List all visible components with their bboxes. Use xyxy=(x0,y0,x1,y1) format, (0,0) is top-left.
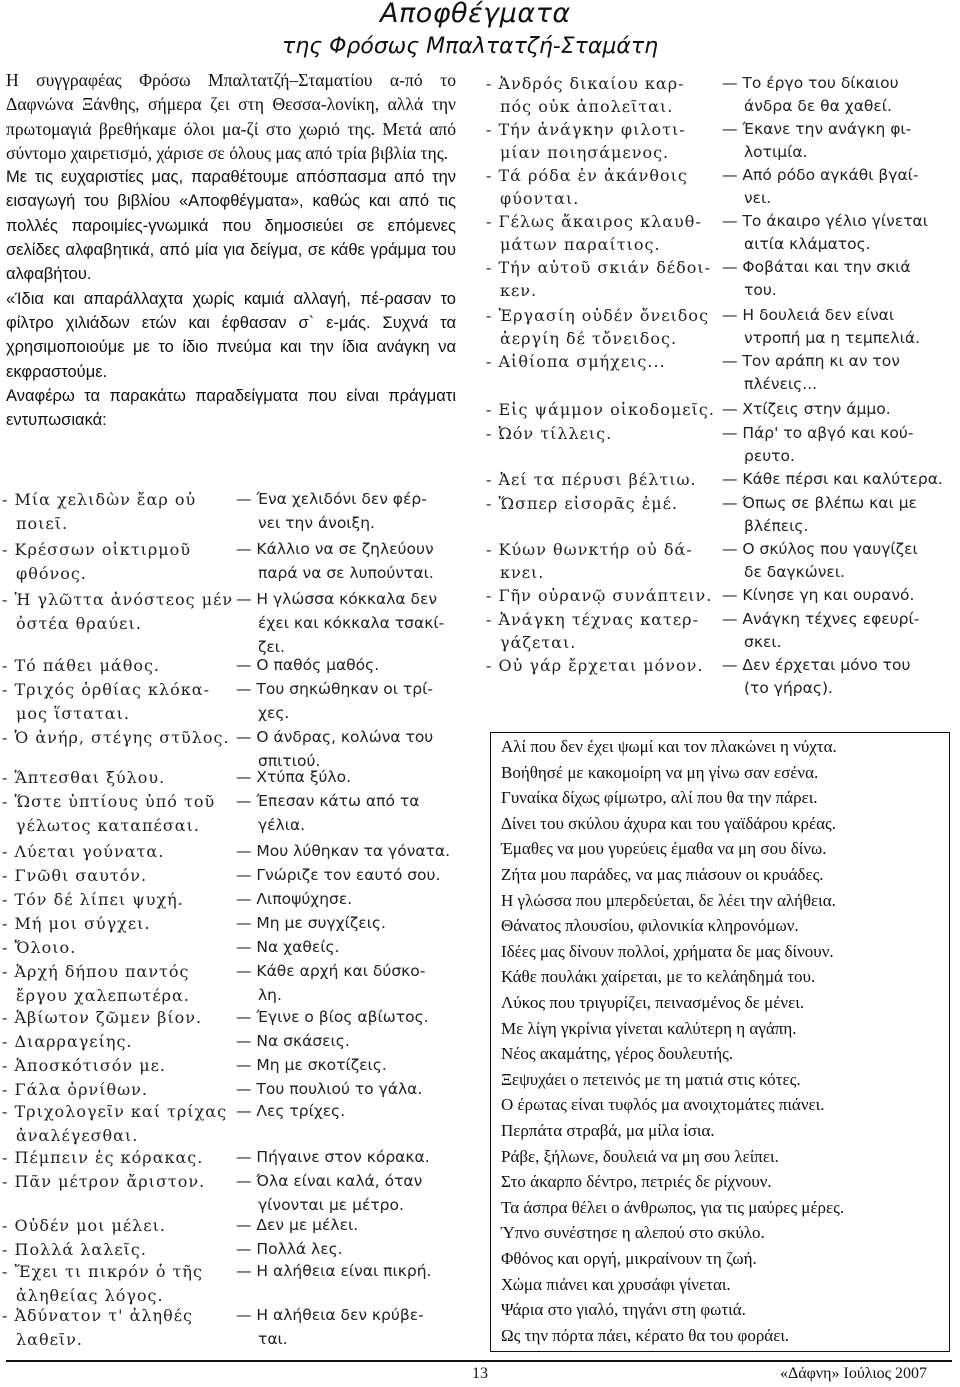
intro-paragraph: «Ίδια και απαράλλαχτα χωρίς καμιά αλλαγή, πέ-ρασαν το φίλτρο χιλιάδων ετών και έφθασαν σ` ε-μάς. Συχνά τα χρησιμοποιούμε με το ίδιο πνεύμα και την ίδια ανάγκη να εκφραστούμε. xyxy=(6,289,456,381)
box-proverb-line: Αλί που δεν έχει ψωμί και τον πλακώνει η νύχτα. xyxy=(501,737,837,756)
box-proverb-line: Ως την πόρτα πάει, κέρατο θα του φοράει. xyxy=(501,1325,790,1345)
left-ancient-line: - Ἅπτεσθαι ξύλου. xyxy=(2,768,166,787)
left-ancient-line: - Τόν δέ λίπει ψυχή. xyxy=(2,890,184,909)
right-modern-line: νει. xyxy=(744,189,772,207)
right-ancient-line: - Κύων θωνκτήρ οὐ δά- xyxy=(486,540,693,559)
left-modern-line: ται. xyxy=(258,1330,288,1348)
left-modern-line: — Πήγαινε στον κόρακα. xyxy=(236,1148,430,1166)
left-ancient-line: μος ἵσταται. xyxy=(16,704,130,723)
right-modern-line: (το γήρας). xyxy=(744,679,833,697)
left-modern-line: — Μη με σκοτίζεις. xyxy=(236,1056,387,1074)
box-proverb-line: Κάθε πουλάκι χαίρεται, με το κελάηδημά του. xyxy=(501,967,816,987)
issue-label: «Δάφνη» Ιούλιος 2007 xyxy=(780,1365,927,1382)
right-modern-line: — Από ρόδο αγκάθι βγαί- xyxy=(722,166,919,184)
box-proverb-line: Βοήθησέ με κακομοίρη να μη γίνω σαν εσένα. xyxy=(501,762,819,782)
right-ancient-line: - Τήν αὐτοῦ σκιάν δέδοι- xyxy=(486,258,712,277)
left-modern-line: — Του σηκώθηκαν οι τρί- xyxy=(236,680,433,698)
right-ancient-line: - Αἰθίοπα σμήχεις... xyxy=(486,352,666,371)
right-modern-line: άνδρα δε θα χαθεί. xyxy=(744,97,892,115)
box-proverb-line: Λύκος που τριγυρίζει, πεινασμένος δε μένει. xyxy=(501,993,805,1012)
box-proverb-line: Ψάρια στο γιαλό, τηγάνι στη φωτιά. xyxy=(501,1300,746,1320)
left-ancient-line: - Κρέσσων οἰκτιρμοῦ xyxy=(2,540,192,559)
left-ancient-line: ἀναλέγεσθαι. xyxy=(16,1126,139,1145)
right-modern-line: — Το έργο του δίκαιου xyxy=(722,74,899,92)
left-modern-line: — Λες τρίχες. xyxy=(236,1102,346,1120)
left-ancient-line: - Ἀποσκότισόν με. xyxy=(2,1056,167,1075)
left-ancient-line: - Ἀβίωτον ζῶμεν βίον. xyxy=(2,1008,203,1027)
right-ancient-line: - Τά ρόδα ἐν ἀκάνθοις xyxy=(486,166,688,185)
left-ancient-line: - Μία χελιδὼν ἔαρ οὐ xyxy=(2,490,197,509)
right-modern-line: ρευτο. xyxy=(744,447,795,465)
left-modern-line: — Η γλώσσα κόκκαλα δεν xyxy=(236,590,438,608)
proverb-box xyxy=(490,732,950,1352)
right-ancient-line: - Τήν ἀνάγκην φιλοτι- xyxy=(486,120,686,139)
right-ancient-line: κεν. xyxy=(500,281,538,300)
right-ancient-line: - Γέλως ἄκαιρος κλαυθ- xyxy=(486,212,702,231)
left-ancient-line: - Διαρραγείης. xyxy=(2,1032,133,1051)
left-modern-line: — Έπεσαν κάτω από τα xyxy=(236,792,420,810)
left-modern-line: χες. xyxy=(258,704,290,722)
footer-divider xyxy=(6,1360,952,1362)
left-ancient-line: - Πᾶν μέτρον ἄριστον. xyxy=(2,1172,206,1191)
left-modern-line: έχει και κόκκαλα τσακί- xyxy=(258,614,445,632)
left-modern-line: — Του πουλιού το γάλα. xyxy=(236,1080,423,1098)
right-modern-line: σκει. xyxy=(744,633,782,651)
left-modern-line: — Πολλά λες. xyxy=(236,1240,343,1258)
right-modern-line: ντροπή μα η τεμπελιά. xyxy=(744,329,920,347)
right-modern-line: — Ο σκύλος που γαυγίζει xyxy=(722,540,918,558)
left-ancient-line: - Τό πάθει μάθος. xyxy=(2,656,160,675)
left-modern-line: — Γνώριζε τον εαυτό σου. xyxy=(236,866,441,884)
box-proverb-line: Νέος ακαμάτης, γέρος δουλευτής. xyxy=(501,1044,734,1064)
left-ancient-line: - Γάλα ὀρνίθων. xyxy=(2,1080,148,1099)
left-modern-line: — Ο παθός μαθός. xyxy=(236,656,380,674)
left-modern-line: — Έγινε ο βίος αβίωτος. xyxy=(236,1008,429,1026)
right-ancient-line: - Οὐ γάρ ἔρχεται μόνον. xyxy=(486,656,704,675)
left-modern-line: ζει. xyxy=(258,638,285,656)
right-modern-line: — Χτίζεις στην άμμο. xyxy=(722,400,891,418)
right-ancient-line: φύονται. xyxy=(500,189,580,208)
left-ancient-line: - Ἀρχή δήπου παντός xyxy=(2,962,190,981)
left-modern-line: — Ένα χελιδόνι δεν φέρ- xyxy=(236,490,427,508)
right-modern-line: — Η δουλειά δεν είναι xyxy=(722,306,895,324)
title-main: Αποφθέγματα xyxy=(380,0,571,29)
left-modern-line: — Λιποψύχησε. xyxy=(236,890,353,908)
box-proverb-line: Περπάτα στραβά, μα μίλα ίσια. xyxy=(501,1121,715,1140)
right-ancient-line: γάζεται. xyxy=(500,633,577,652)
left-ancient-line: - Πολλά λαλεῖς. xyxy=(2,1240,147,1259)
right-modern-line: — Πάρ' το αβγό και κού- xyxy=(722,424,914,442)
right-modern-line: δε δαγκώνει. xyxy=(744,563,845,581)
left-modern-line: — Να χαθείς. xyxy=(236,938,340,956)
box-proverb-line: Ξεψυχάει ο πετεινός με τη ματιά στις κότες. xyxy=(501,1069,801,1089)
left-ancient-line: - Ὁ ἀνήρ, στέγης στῦλος. xyxy=(2,728,230,747)
right-ancient-line: - Εἰς ψάμμον οἰκοδομεῖς. xyxy=(486,400,715,419)
left-ancient-line: - Πέμπειν ἐς κόρακας. xyxy=(2,1148,204,1167)
right-ancient-line: - Ἀνάγκη τέχνας κατερ- xyxy=(486,610,699,629)
left-ancient-line: - Τριχός ὀρθίας κλόκα- xyxy=(2,680,210,699)
left-ancient-line: - Μή μοι σύγχει. xyxy=(2,914,151,933)
left-ancient-line: - Ἡ γλῶττα ἀνόστεος μέν xyxy=(2,590,234,609)
left-modern-line: νει την άνοιξη. xyxy=(258,514,375,532)
left-modern-line: γέλια. xyxy=(258,816,306,834)
left-modern-line: — Χτύπα ξύλο. xyxy=(236,768,352,786)
right-modern-line: — Το άκαιρο γέλιο γίνεται xyxy=(722,212,928,230)
left-ancient-line: - Ὄλοιο. xyxy=(2,938,77,957)
right-modern-line: — Ανάγκη τέχνες εφευρί- xyxy=(722,610,920,628)
left-ancient-line: - Ἀδύνατον τ' ἀληθές xyxy=(2,1306,193,1325)
right-modern-line: πλένεις... xyxy=(744,375,818,393)
right-ancient-line: - Ὥσπερ εἰσορᾶς ἐμέ. xyxy=(486,494,679,513)
box-proverb-line: Στο άκαρπο δέντρο, πετριές δε ρίχνουν. xyxy=(501,1172,772,1192)
right-modern-line: αιτία κλάματος. xyxy=(744,235,871,253)
left-ancient-line: φθόνος. xyxy=(16,564,87,583)
right-modern-line: — Δεν έρχεται μόνο του xyxy=(722,656,911,674)
left-ancient-line: - Ἔχει τι πικρόν ὁ τῆς xyxy=(2,1262,203,1281)
left-modern-line: — Κάλλιο να σε ζηλεύουν xyxy=(236,540,434,558)
right-ancient-line: κνει. xyxy=(500,563,545,582)
right-ancient-line: - Ἐργασίη οὐδέν ὄνειδος xyxy=(486,306,710,325)
left-modern-line: — Η αλήθεια είναι πικρή. xyxy=(236,1262,432,1280)
left-ancient-line: ποιεῖ. xyxy=(16,514,69,533)
right-modern-line: — Κίνησε γη και ουρανό. xyxy=(722,586,915,604)
left-modern-line: — Όλα είναι καλά, όταν xyxy=(236,1172,423,1190)
box-proverb-line: Ζήτα μου παράδες, να μας πιάσουν οι κρυάδες. xyxy=(501,865,824,884)
right-modern-line: λοτιμία. xyxy=(744,143,808,161)
right-modern-line: — Έκανε την ανάγκη φι- xyxy=(722,120,912,138)
right-modern-line: — Τον αράπη κι αν τον xyxy=(722,352,900,370)
left-modern-line: — Μου λύθηκαν τα γόνατα. xyxy=(236,842,451,860)
box-proverb-line: Με λίγη γκρίνια γίνεται καλύτερη η αγάπη. xyxy=(501,1018,797,1038)
right-ancient-line: - Ἀνδρός δικαίου καρ- xyxy=(486,74,685,93)
left-modern-line: — Η αλήθεια δεν κρύβε- xyxy=(236,1306,424,1324)
left-modern-line: παρά να σε λυπούνται. xyxy=(258,564,434,582)
right-modern-line: — Κάθε πέρσι και καλύτερα. xyxy=(722,470,943,488)
left-modern-line: — Ο άνδρας, κολώνα του xyxy=(236,728,434,746)
box-proverb-line: Χώμα πιάνει και χρυσάφι γίνεται. xyxy=(501,1274,731,1294)
left-modern-line: σπιτιού. xyxy=(258,752,321,770)
left-modern-line: — Να σκάσεις. xyxy=(236,1032,350,1050)
right-modern-line: βλέπεις. xyxy=(744,517,809,535)
left-ancient-line: - Λύεται γούνατα. xyxy=(2,842,165,861)
left-ancient-line: ἀληθείας λόγος. xyxy=(16,1286,164,1305)
box-proverb-line: Δίνει του σκύλου άχυρα και του γαϊδάρου κρέας. xyxy=(501,813,837,833)
left-ancient-line: ἔργου χαλεπωτέρα. xyxy=(16,986,190,1005)
box-proverb-line: Ράβε, ξήλωνε, δουλειά να μη σου λείπει. xyxy=(501,1146,779,1166)
left-ancient-line: - Γνῶθι σαυτόν. xyxy=(2,866,148,885)
left-ancient-line: - Οὐδέν μοι μέλει. xyxy=(2,1216,166,1235)
left-ancient-line: γέλωτος καταπέσαι. xyxy=(16,816,200,835)
title-subtitle: της Φρόσως Μπαλτατζή-Σταμάτη xyxy=(282,34,659,59)
intro-paragraph: Η συγγραφέας Φρόσω Μπαλτατζή–Σταματίου α-πό το Δαφνώνα Ξάνθης, σήμερα ζει στη Θεσσα-λονίκη, αλλά την πρωτομαγιά βρεθήκαμε όλοι μα-ζί στο χωριό της. Μετά από σύντομο χαιρετισμό, χάρισε σε όλους μας από τρία βιβλία της. xyxy=(6,70,456,163)
right-ancient-line: μάτων παραίτιος. xyxy=(500,235,661,254)
box-proverb-line: Η γλώσσα που μπερδεύεται, δε λέει την αλήθεια. xyxy=(501,890,836,910)
left-modern-line: λη. xyxy=(258,986,282,1004)
right-ancient-line: μίαν ποιησάμενος. xyxy=(500,143,670,162)
right-ancient-line: - Ὠόν τίλλεις. xyxy=(486,424,613,443)
box-proverb-line: Φθόνος και οργή, μικραίνουν τη ζωή. xyxy=(501,1249,757,1268)
left-ancient-line: λαθεῖν. xyxy=(16,1330,83,1349)
box-proverb-line: Ιδέες μας δίνουν πολλοί, χρήματα δε μας δίνουν. xyxy=(501,941,834,961)
box-proverb-line: Ύπνο συνέστησε η αλεπού στο σκύλο. xyxy=(501,1223,765,1243)
left-ancient-line: - Τριχολογεῖν καί τρίχας xyxy=(2,1102,228,1121)
box-proverb-line: Ο έρωτας είναι τυφλός μα ανοιχτομάτες πιάνει. xyxy=(501,1095,825,1115)
box-proverb-line: Θάνατος πλουσίου, φιλονικία κληρονόμων. xyxy=(501,916,799,936)
box-proverb-line: Τα άσπρα θέλει ο άνθρωπος, για τις μαύρες μέρες. xyxy=(501,1197,845,1217)
right-modern-line: — Όπως σε βλέπω και με xyxy=(722,494,917,512)
page-number: 13 xyxy=(472,1365,488,1382)
left-ancient-line: ὀστέα θραύει. xyxy=(16,614,142,633)
left-modern-line: — Δεν με μέλει. xyxy=(236,1216,359,1234)
intro-paragraph: Με τις ευχαριστίες μας, παραθέτουμε απόσπασμα από την εισαγωγή του βιβλίου «Αποφθέγματα», καθώς και από τις πολλές παροιμίες-γνωμικά που δημοσιεύει σε επόμενες σελίδες αλφαβητικά, από μία για δείγμα, σε κάθε γράμμα του αλφαβήτου. xyxy=(6,168,456,284)
right-ancient-line: - Γῆν οὐρανῷ συνάπτειν. xyxy=(486,586,713,605)
left-modern-line: — Κάθε αρχή και δύσκο- xyxy=(236,962,426,980)
right-modern-line: — Φοβάται και την σκιά xyxy=(722,258,911,276)
left-modern-line: — Μη με συγχίζεις. xyxy=(236,914,386,932)
left-ancient-line: - Ὥστε ὑπτίους ὑπό τοῦ xyxy=(2,792,216,811)
right-ancient-line: πός οὐκ ἀπολεῖται. xyxy=(500,97,674,116)
box-proverb-line: Έμαθες να μου γυρεύεις έμαθα να μη σου δίνω. xyxy=(501,839,827,859)
right-modern-line: του. xyxy=(744,281,777,299)
intro-paragraph: Αναφέρω τα παρακάτω παραδείγματα που είναι πράγματι εντυπωσιακά: xyxy=(6,386,456,430)
right-ancient-line: ἀεργίη δέ τὄνειδος. xyxy=(500,329,678,348)
box-proverb-line: Γυναίκα δίχως φίμωτρο, αλί που θα την πάρει. xyxy=(501,788,818,808)
left-modern-line: γίνονται με μέτρο. xyxy=(258,1196,404,1214)
right-ancient-line: - Ἀεί τα πέρυσι βέλτιω. xyxy=(486,470,697,489)
